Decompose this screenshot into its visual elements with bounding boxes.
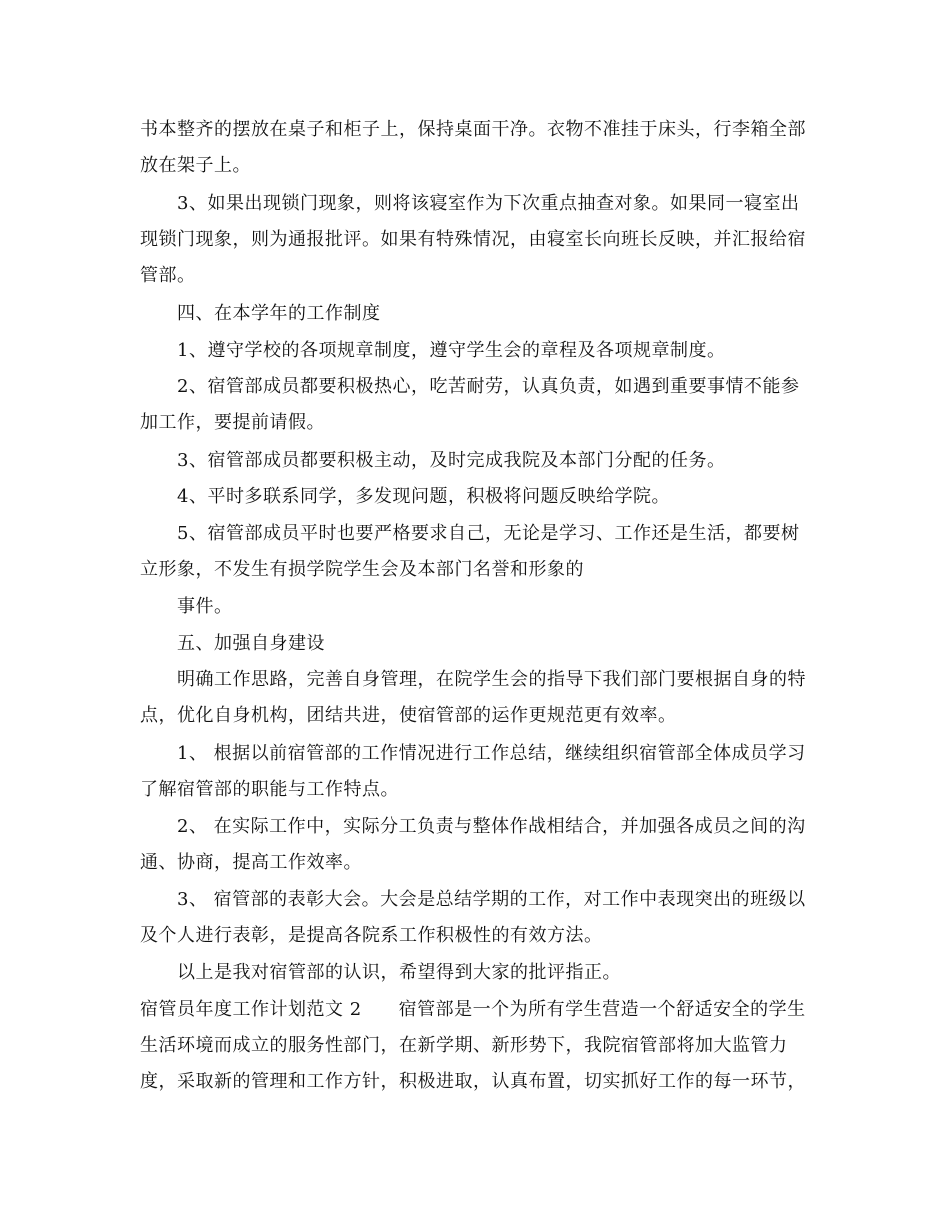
text-line: 2、 在实际工作中，实际分工负责与整体作战相结合，并加强各成员之间的沟 (177, 816, 806, 837)
text-line: 书本整齐的摆放在桌子和柜子上，保持桌面干净。衣物不准挂于床头，行李箱全部 (140, 119, 806, 140)
text-line: 4、平时多联系同学，多发现问题，积极将问题反映给学院。 (177, 486, 670, 507)
paragraph (140, 992, 820, 1100)
paragraph (140, 955, 820, 991)
text-line: 3、宿管部成员都要积极主动，及时完成我院及本部门分配的任务。 (177, 450, 726, 471)
text-line: 通、协商，提高工作效率。 (140, 852, 362, 873)
text-line: 点，优化自身机构，团结共进，使宿管部的运作更规范更有效率。 (140, 705, 677, 726)
text-line: 1、 根据以前宿管部的工作情况进行工作总结，继续组织宿管部全体成员学习 (177, 743, 806, 764)
text-line: 管部。 (140, 265, 196, 286)
paragraph (140, 186, 820, 294)
text-line: 2、宿管部成员都要积极热心，吃苦耐劳，认真负责，如遇到重要事情不能参 (177, 376, 800, 397)
paragraph (140, 809, 820, 881)
text-line: 3、 宿管部的表彰大会。大会是总结学期的工作，对工作中表现突出的班级以 (177, 889, 806, 910)
paragraph (140, 516, 820, 588)
text-line: 1、遵守学校的各项规章制度，遵守学生会的章程及各项规章制度。 (177, 340, 726, 361)
paragraph (140, 369, 820, 441)
paragraph (140, 333, 820, 369)
text-line: 5、宿管部成员平时也要严格要求自己，无论是学习、工作还是生活，都要树 (177, 523, 800, 544)
text-line: 加工作，要提前请假。 (140, 412, 325, 433)
text-line: 及个人进行表彰，是提高各院系工作积极性的有效方法。 (140, 925, 603, 946)
paragraph (140, 112, 820, 184)
paragraph (140, 882, 820, 954)
text-line: 现锁门现象，则为通报批评。如果有特殊情况，由寝室长向班长反映，并汇报给宿 (140, 229, 806, 250)
text-line: 3、如果出现锁门现象，则将该寝室作为下次重点抽查对象。如果同一寝室出 (177, 193, 800, 214)
text-line: 宿管员年度工作计划范文 2 宿管部是一个为所有学生营造一个舒适安全的学生 (140, 999, 806, 1020)
paragraph (140, 736, 820, 808)
paragraph (140, 479, 820, 515)
section-heading (140, 296, 820, 332)
paragraph (140, 662, 820, 734)
text-line: 以上是我对宿管部的认识，希望得到大家的批评指正。 (177, 962, 621, 983)
section-heading (140, 626, 820, 662)
text-line: 立形象，不发生有损学院学生会及本部门名誉和形象的 (140, 559, 584, 580)
paragraph (140, 443, 820, 479)
text-line: 了解宿管部的职能与工作特点。 (140, 779, 399, 800)
text-line: 放在架子上。 (140, 155, 251, 176)
text-line: 五、加强自身建设 (177, 633, 325, 654)
text-line: 明确工作思路，完善自身管理，在院学生会的指导下我们部门要根据自身的特 (177, 669, 806, 690)
text-line: 度，采取新的管理和工作方针，积极进取，认真布置，切实抓好工作的每一环节， (140, 1071, 806, 1092)
text-line: 事件。 (177, 596, 233, 617)
text-line: 生活环境而成立的服务性部门，在新学期、新形势下，我院宿管部将加大监管力 (140, 1035, 788, 1056)
paragraph (140, 589, 820, 625)
text-line: 四、在本学年的工作制度 (177, 303, 381, 324)
